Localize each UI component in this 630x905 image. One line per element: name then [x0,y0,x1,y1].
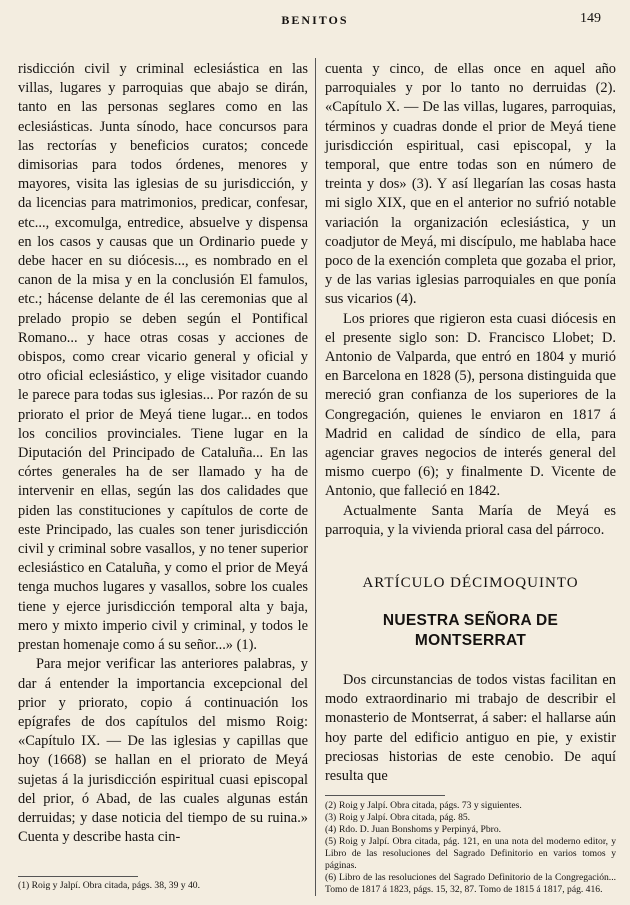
right-paragraph-3: Actualmente Santa María de Meyá es parroquia, y la vivienda prioral casa del párroco. [325,502,616,538]
left-footnote [18,876,308,892]
footnote-6: (6) Libro de las resoluciones del Sagrado Definitorio de la Congregación... Tomo de 1817 á 1823, págs. 15, 32, 87. Tomo de 1815 á 1817, pág. 416. [325,872,616,896]
footnote-2: (2) Roig y Jalpí. Obra citada, págs. 73 y siguientes. [325,800,522,812]
page-number: 149 [580,11,601,26]
footnote-5: (5) Roig y Jalpí. Obra citada, pág. 121, en una nota del moderno editor, y Libro de las resoluciones del Sagrado Definitorio en varios tomos y páginas. [325,836,616,872]
right-paragraph-1: cuenta y cinco, de ellas once en aquel año parroquiales y por lo tanto no derruidas (2). «Capítulo X. — De las villas, lugares, parroquias, términos y cuadras donde el prior de Meyá tiene jurisdicción espiritual, casi episcopal, y la temporal, que entre todas son en número de treinta y dos» (3). Y así llegarían las cosas hasta mi siglo XIX, que en el anterior no sufrió notable variación la organización eclesiástica, y un coadjutor de Meyá, mi discípulo, me hablaba hace poco de la exención completa que gozaba el prior, y de las varias iglesias parroquiales en que ponía sus vicarios (4). [325,61,616,308]
footnote-4: (4) Rdo. D. Juan Bonshoms y Perpinyá, Pbro. [325,824,502,836]
right-footnotes [325,800,616,896]
footnote-1: (1) Roig y Jalpí. Obra citada, págs. 38, 39 y 40. [18,880,200,891]
right-paragraph-2: Los priores que rigieron esta cuasi diócesis en el presente siglo son: D. Francisco Llobet; D. Antonio de Valparda, que entró en 1804 y murió en Barcelona en 1828 (5), persona distinguida que mereció gran confianza de los superiores de la Congregación, quienes le enviaron en 1817 á Madrid en calidad de síndico de ella, para agenciar graves negocios de interés general del mismo cuerpo (6); y finalmente D. Vicente de Antonio, que falleció en 1842. [325,310,616,500]
right-paragraph-4: Dos circunstancias de todos vistas facilitan en modo extraordinario mi trabajo de describir el monasterio de Montserrat, á saber: el hallarse aún hoy parte del edificio antiguo en pie, y existir preciosas historias de este cenobio. De aquí resulta que [325,672,616,785]
footnote-rule [18,876,138,877]
left-paragraph-2: Para mejor verificar las anteriores palabras, y dar á entender la importancia excepcional del prior y priorato, copio á continuación los epígrafes de dos capítulos del mismo Roig: «Capítulo IX. — De las iglesias y capillas que hoy (1668) se hallan en el priorato de Meyá sujetas á la jurisdicción espiritual cuasi episcopal del prior, ó Abad, de las cuales algunas están derruidas; y dase noticia del tiempo de su ruina.» Cuenta y describe hasta cin- [18,656,308,846]
left-column [18,60,308,847]
right-column [325,60,616,896]
section-title: NUESTRA SEÑORA DE MONTSERRAT [382,612,559,650]
footnote-3: (3) Roig y Jalpí. Obra citada, pág. 85. [325,812,471,824]
left-paragraph-1: risdicción civil y criminal eclesiástica en las villas, lugares y parroquias que abajo se dirán, tanto en las personas seglares como en las eclesiásticas. Junta sínodo, hace concursos para las rectorías y beneficios curatos; concede dimisorias para todos órdenes, menores y mayores, visita las iglesias de su jurisdicción, y da licencias para matrimonios, predicar, confesar, etc..., excomulga, entredice, absuelve y dispensa en los casos y causas que un Ordinario puede y debe hacer en su diócesis..., es nombrado en el canon de la misa y en la conclusión El famulos, etc.; hácense delante de él las ceremonias que al prelado propio se deben según el Pontifical Romano... y hace otras cosas y acciones de obispos, como crear vicario general y oficial y otro oficial eclesiástico, y elige visitador cuando le parece para todas sus iglesias... Por razón de su priorato el prior de Meyá tiene lugar... en todos los concilios provinciales. Tiene lugar en la Diputación del Principado de Cataluña... En las córtes generales ha de ser llamado y ha de intervenir en ellas, según las dos calidades que piden las constituciones y capítulos de corte de este Principado, las cuales son tener jurisdicción civil y criminal sobre vasallos, y no tener superior eclesiástico en Cataluña, y como el prior de Meyá tenga muchos lugares y vasallos, sobre los cuales tiene y ejerce jurisdicción temporal alta y baja, mero y mixto imperio civil y criminal, y todos le prestan homenaje como á su señor...» (1). [18,61,308,654]
article-title: ARTÍCULO DÉCIMOQUINTO [362,575,579,592]
column-divider [315,58,316,896]
running-head: BENITOS [281,13,349,27]
footnote-rule [325,795,445,796]
